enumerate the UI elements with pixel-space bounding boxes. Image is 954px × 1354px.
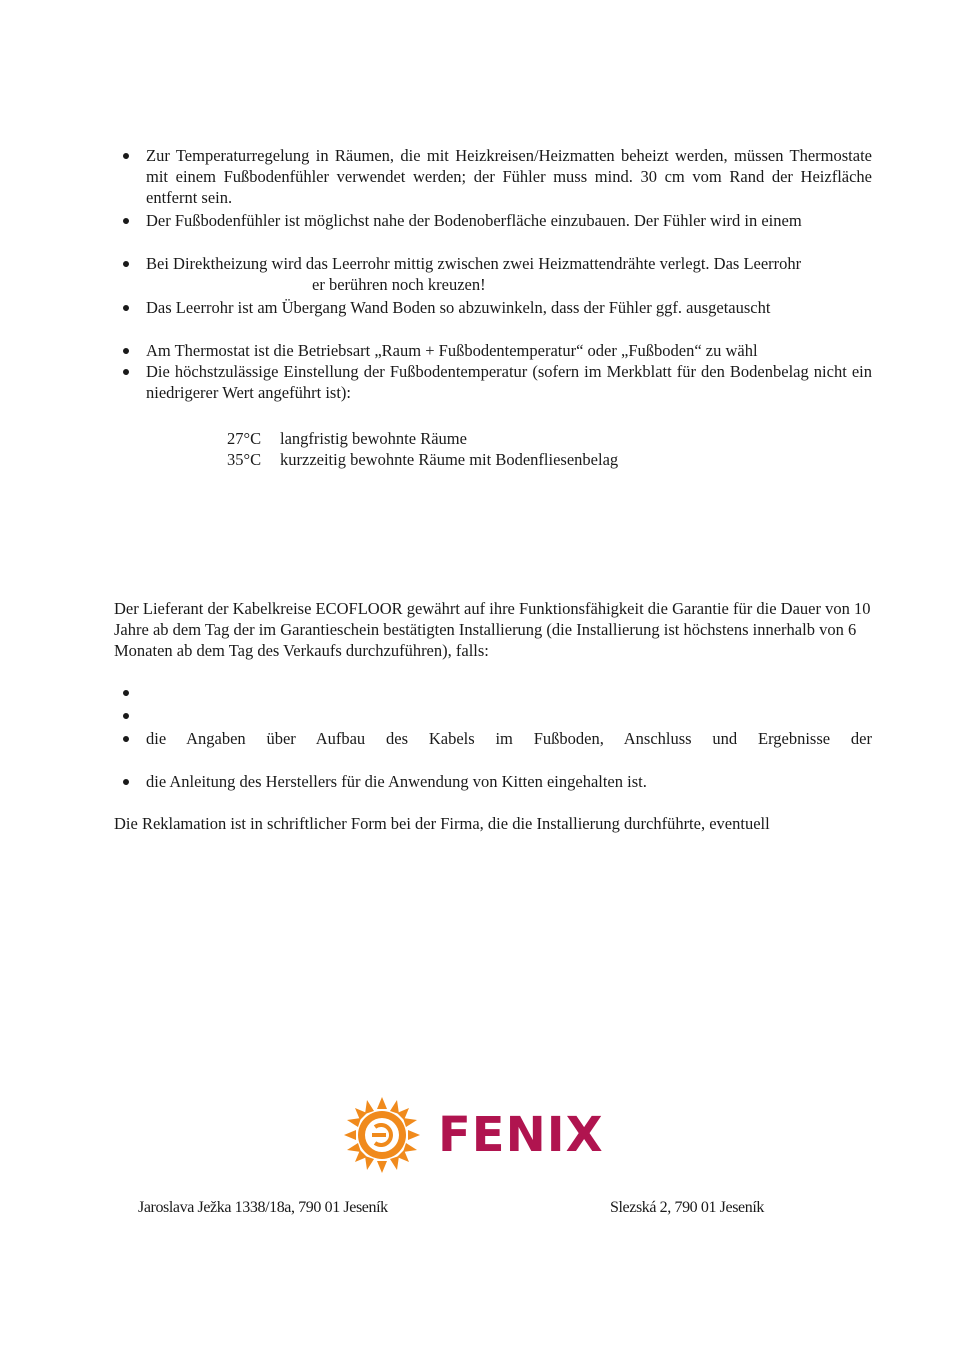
list-item: die Angaben über Aufbau des Kabels im Fußboden, Anschluss und Ergebnisse der (114, 728, 872, 749)
list-item-text: Bei Direktheizung wird das Leerrohr mittig zwischen zwei Heizmattendrähte verlegt. Das Leerrohr (146, 254, 802, 273)
logo-text: FENIX (438, 1107, 604, 1163)
list-item-continuation: er berühren noch kreuzen! (312, 275, 486, 294)
list-item (114, 253, 872, 295)
list-item: Das Leerrohr ist am Übergang Wand Boden so abzuwinkeln, dass der Fühler ggf. ausgetauscht (114, 297, 872, 318)
list-item (114, 705, 872, 726)
list-item (114, 682, 872, 703)
footer-address-left: Jaroslava Ježka 1338/18a, 790 01 Jeseník (138, 1199, 388, 1216)
warranty-paragraph: Der Lieferant der Kabelkreise ECOFLOOR gewährt auf ihre Funktionsfähigkeit die Garantie für die Dauer von 10 Jahre ab dem Tag der im Garantieschein bestätigten Installierung (die Installierung ist höchstens innerhalb von 6 Monaten ab dem Tag des Verkaufs durchzuführen), falls: (114, 599, 871, 660)
temperature-table (227, 428, 618, 470)
list-item: Zur Temperaturregelung in Räumen, die mit Heizkreisen/Heizmatten beheizt werden, müssen Thermostate mit einem Fußbodenfühler verwendet werden; der Fühler muss mind. 30 cm vom Rand der Heizfläche entfernt sein. (114, 145, 872, 208)
temperature-label: langfristig bewohnte Räume (280, 429, 467, 448)
fenix-logo (342, 1094, 604, 1176)
warranty-conditions-list (114, 682, 872, 792)
sun-icon (342, 1095, 422, 1175)
reclamation-paragraph: Die Reklamation ist in schriftlicher Form bei der Firma, die die Installierung durchführte, eventuell (114, 814, 770, 833)
list-item: die Anleitung des Herstellers für die Anwendung von Kitten eingehalten ist. (114, 771, 872, 792)
temperature-row (227, 428, 618, 449)
temperature-row (227, 449, 618, 470)
temperature-value: 27°C (227, 429, 262, 448)
temperature-value: 35°C (227, 450, 262, 469)
list-item: Die höchstzulässige Einstellung der Fußbodentemperatur (sofern im Merkblatt für den Bodenbelag nicht ein niedrigerer Wert angeführt ist): (114, 361, 872, 403)
footer-address-right: Slezská 2, 790 01 Jeseník (610, 1199, 764, 1216)
list-item: Der Fußbodenfühler ist möglichst nahe der Bodenoberfläche einzubauen. Der Fühler wird in einem (114, 210, 872, 231)
list-item: Am Thermostat ist die Betriebsart „Raum + Fußbodentemperatur“ oder „Fußboden“ zu wähl (114, 340, 872, 361)
thermostat-instructions-list (114, 145, 872, 403)
temperature-label: kurzzeitig bewohnte Räume mit Bodenfliesenbelag (280, 450, 619, 469)
